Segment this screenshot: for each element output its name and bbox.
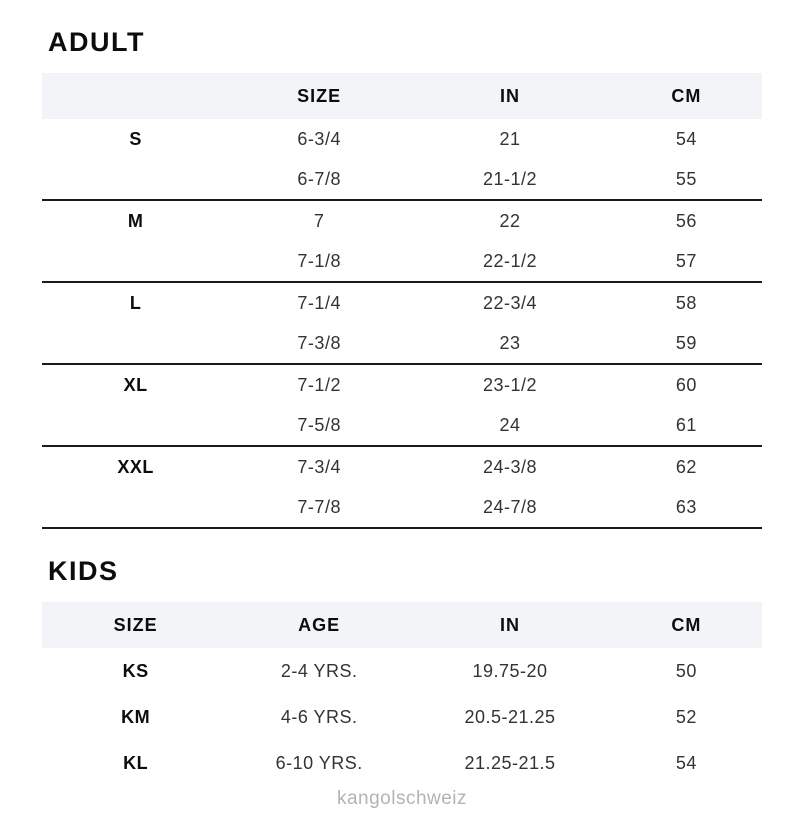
size-group-label: XXL [117,456,154,477]
kids-section-title: KIDS [48,556,119,586]
cm-value: 63 [675,496,697,517]
age-value: 4-6 YRS. [280,706,358,727]
kids-size-label: KL [123,752,149,773]
hat-size-value: 7-7/8 [297,496,341,517]
hat-size-value: 6-3/4 [297,128,341,149]
hat-size-value: 7-1/2 [297,374,341,395]
table-row [42,119,762,159]
cm-value: 54 [675,752,697,773]
table-row [42,365,762,405]
kids-section [0,556,804,786]
cm-value: 52 [675,706,697,727]
table-row [42,487,762,529]
kids-header-size: SIZE [113,614,158,635]
inches-value: 22-1/2 [482,250,537,271]
table-row [42,694,762,740]
inches-value: 22 [499,210,521,231]
hat-size-value: 7-3/4 [297,456,341,477]
cm-value: 56 [675,210,697,231]
table-row [42,323,762,365]
hat-size-value: 7 [313,210,325,231]
adult-table-header-row [42,73,762,119]
inches-value: 23-1/2 [482,374,537,395]
cm-value: 50 [675,660,697,681]
age-value: 2-4 YRS. [280,660,358,681]
adult-size-table [42,73,762,529]
size-group-label: XL [123,374,148,395]
kids-header-age: AGE [298,614,341,635]
hat-size-value: 6-7/8 [297,168,341,189]
cm-value: 57 [675,250,697,271]
inches-value: 24-7/8 [482,496,537,517]
table-row [42,648,762,694]
table-row [42,283,762,323]
adult-section-title: ADULT [48,27,145,57]
kids-size-label: KM [121,706,151,727]
table-row [42,201,762,241]
table-row [42,405,762,447]
table-row [42,159,762,201]
inches-value: 22-3/4 [482,292,537,313]
kids-header-in: IN [499,614,520,635]
size-group-label: L [129,292,142,313]
cm-value: 59 [675,332,697,353]
inches-value: 21 [499,128,521,149]
adult-header-cm: CM [671,85,702,106]
size-group-label: M [127,210,144,231]
table-row [42,241,762,283]
kids-size-table [42,602,762,786]
cm-value: 58 [675,292,697,313]
inches-value: 21.25-21.5 [464,752,556,773]
watermark-text: kangolschweiz [336,788,468,809]
hat-size-value: 7-1/8 [297,250,341,271]
age-value: 6-10 YRS. [275,752,363,773]
inches-value: 23 [499,332,521,353]
inches-value: 21-1/2 [482,168,537,189]
inches-value: 24 [499,414,521,435]
hat-size-value: 7-1/4 [297,292,341,313]
adult-section [0,27,804,529]
inches-value: 19.75-20 [472,660,548,681]
cm-value: 62 [675,456,697,477]
table-row [42,447,762,487]
adult-header-in: IN [499,85,520,106]
cm-value: 54 [675,128,697,149]
cm-value: 61 [675,414,697,435]
cm-value: 60 [675,374,697,395]
kids-table-header-row [42,602,762,648]
cm-value: 55 [675,168,697,189]
kids-size-label: KS [122,660,149,681]
table-row [42,740,762,786]
hat-size-value: 7-3/8 [297,332,341,353]
kids-header-cm: CM [671,614,702,635]
inches-value: 20.5-21.25 [464,706,556,727]
hat-size-value: 7-5/8 [297,414,341,435]
size-group-label: S [129,128,142,149]
inches-value: 24-3/8 [482,456,537,477]
adult-header-size: SIZE [297,85,342,106]
